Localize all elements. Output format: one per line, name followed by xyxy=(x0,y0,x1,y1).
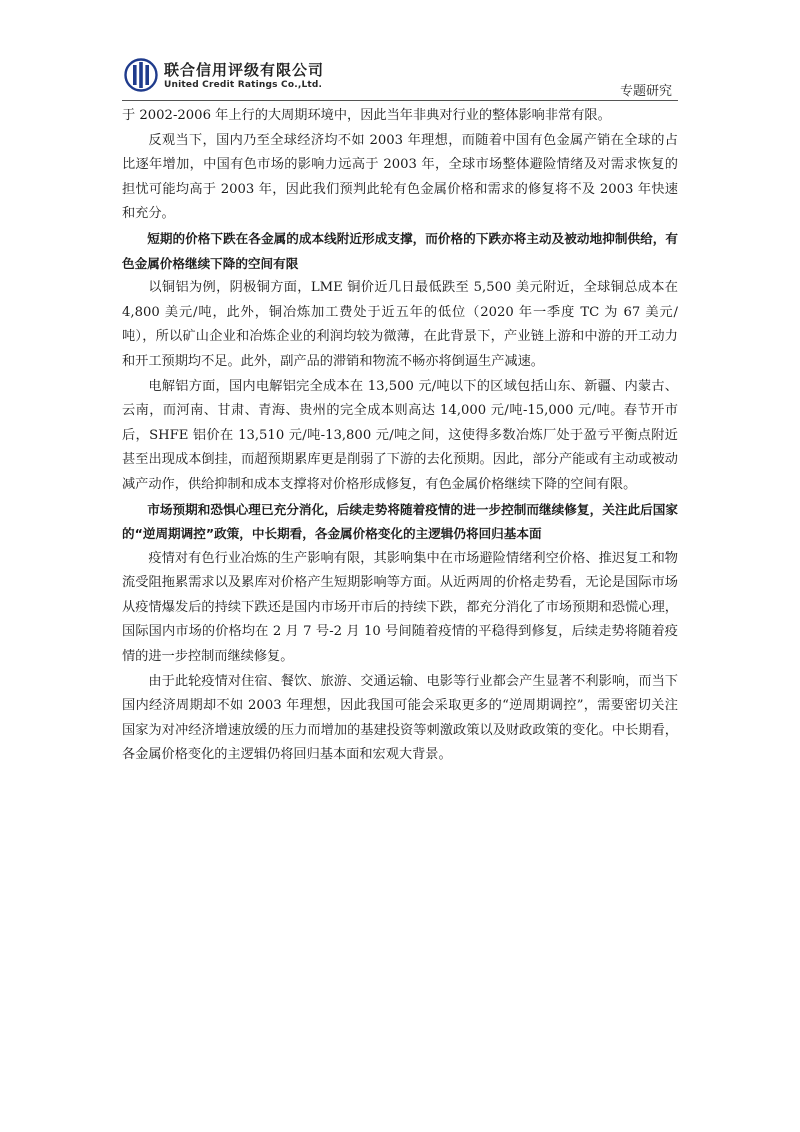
document-body xyxy=(122,104,678,768)
section-heading: 市场预期和恐惧心理已充分消化，后续走势将随着疫情的进一步控制而继续修复，关注此后国家的“逆周期调控”政策，中长期看，各金属价格变化的主逻辑仍将回归基本面 xyxy=(122,501,678,542)
paragraph: 由于此轮疫情对住宿、餐饮、旅游、交通运输、电影等行业都会产生显著不利影响，而当下国内经济周期却不如 2003 年理想，因此我国可能会采取更多的“逆周期调控”，需要密切关注国家为对冲经济增速放缓的压力而增加的基建投资等刺激政策以及财政政策的变化。中长期看，各金属价格变化的主逻辑仍将回归基本面和宏观大背景。 xyxy=(122,673,678,763)
paragraph: 以铜铝为例，阴极铜方面，LME 铜价近几日最低跌至 5,500 美元附近，全球铜总成本在 4,800 美元/吨，此外，铜冶炼加工费处于近五年的低位（2020 年一季度 TC 为 67 美元/吨），所以矿山企业和冶炼企业的利润均较为微薄，在此背景下，产业链上游和中游的开工动力和开工预期均不足。此外，副产品的滞销和物流不畅亦将倒逼生产减速。 xyxy=(122,280,678,369)
paragraph-continuation: 于 2002-2006 年上行的大周期环境中，因此当年非典对行业的整体影响非常有限。 xyxy=(122,108,611,123)
header-divider xyxy=(122,100,678,101)
paragraph: 电解铝方面，国内电解铝完全成本在 13,500 元/吨以下的区域包括山东、新疆、内蒙古、云南，而河南、甘肃、青海、贵州的完全成本则高达 14,000 元/吨-15,000 元/吨。春节开市后，SHFE 铝价在 13,510 元/吨-13,800 元/吨之间，这使得多数冶炼厂处于盈亏平衡点附近甚至出现成本倒挂，而超预期累库更是削弱了下游的去化预期。因此，部分产能或有主动或被动减产动作，供给抑制和成本支撑将对价格形成修复，有色金属价格继续下降的空间有限。 xyxy=(122,378,678,492)
company-name-cn: 联合信用评级有限公司 xyxy=(164,61,325,79)
page-header xyxy=(0,0,800,106)
paragraph: 疫情对有色行业冶炼的生产影响有限，其影响集中在市场避险情绪利空价格、推迟复工和物流受阻拖累需求以及累库对价格产生短期影响等方面。从近两周的价格走势看，无论是国际市场从疫情爆发后的持续下跌还是国内市场开市后的持续下跌，都充分消化了市场预期和恐慌心理，国际国内市场的价格均在 2 月 7 号-2 月 10 号间随着疫情的平稳得到修复，后续走势将随着疫情的进一步控制而继续修复。 xyxy=(122,550,678,665)
section-label: 专题研究 xyxy=(619,84,672,99)
section-heading: 短期的价格下跌在各金属的成本线附近形成支撑，而价格的下跌亦将主动及被动地抑制供给，有色金属价格继续下降的空间有限 xyxy=(122,230,678,271)
company-name-en: United Credit Ratings Co.,Ltd. xyxy=(164,80,323,90)
paragraph: 反观当下，国内乃至全球经济均不如 2003 年理想，而随着中国有色金属产销在全球的占比逐年增加，中国有色市场的影响力远高于 2003 年，全球市场整体避险情绪及对需求恢复的担忧可能均高于 2003 年，因此我们预判此轮有色金属价格和需求的修复将不及 2003 年快速和充分。 xyxy=(122,132,678,222)
ucr-logo-icon xyxy=(124,58,158,92)
